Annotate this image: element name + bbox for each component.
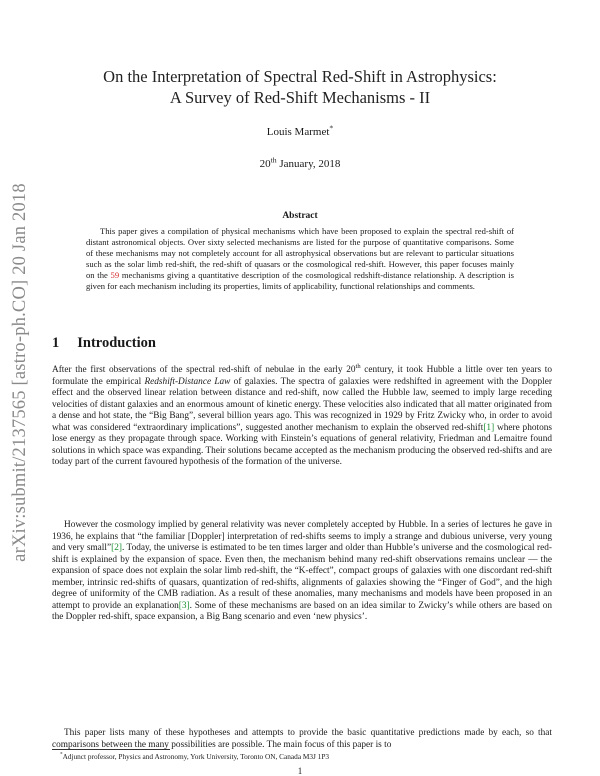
abstract-heading: Abstract: [282, 211, 318, 221]
section-number: 1: [52, 335, 60, 351]
intro-paragraph-2: [52, 520, 552, 624]
p1-text-b: century, it took Hubble a little over ten years to formulate the empirical: [52, 365, 553, 387]
p2-text-a: However the cosmology implied by general relativity was never completely accepted by Hubble. In a series of lectures he gave in 1936, he explains that “the familiar [Doppler] interpretation of red-shifts seems to imply a strange and dubious universe, very young and very small”: [52, 520, 552, 554]
arxiv-stamp: [4, 135, 36, 610]
intro-paragraph-3: This paper lists many of these hypotheses and attempts to provide the basic quantitative predictions made by each, so that comparisons between the many possibilities are possible. The main focus of this paper is to: [52, 728, 552, 750]
date-suffix: th: [270, 155, 277, 165]
title-line-1: On the Interpretation of Spectral Red-Shift in Astrophysics:: [103, 67, 497, 86]
section-title: Introduction: [77, 335, 156, 351]
title-line-2: A Survey of Red-Shift Mechanisms - II: [169, 88, 431, 107]
citation-2-link[interactable]: [2]: [111, 543, 122, 554]
author: [60, 123, 540, 138]
section-heading: [52, 335, 156, 352]
author-name: Louis Marmet: [266, 126, 330, 138]
date-day: 20: [259, 158, 271, 170]
p1-emphasis: Redshift-Distance Law: [144, 376, 231, 387]
p2-text-b: . Today, the universe is estimated to be ten times larger and older than Hubble’s universe and the cosmological red-shift is explained by the expansion of space. Even then, the mechanism behind many red-shift observations remains unclear — the expansion of space does not explain the solar limb red-shift, the “K-effect”, compact groups of galaxies with one discordant red-shift member, intrinsic red-shifts of quasars, quantization of red-shifts, alignments of galaxies showing the “Finger of God”, and the high degree of uniformity of the CMB radiation. As a result of these anomalies, many mechanisms and models have been proposed in an attempt to provide an explanation: [52, 543, 553, 611]
p1-text-a: After the first observations of the spectral red-shift of nebulae in the early 20: [52, 365, 356, 375]
footnote-text: Adjunct professor, Physics and Astronomy, York University, Toronto ON, Canada M3J 1P3: [62, 752, 330, 761]
footnote-rule: [52, 749, 170, 750]
mechanism-count-link[interactable]: 59: [110, 270, 120, 281]
footnote: [60, 752, 329, 761]
page-number: 1: [297, 766, 303, 776]
p1-text-d: where photons lose energy as they propagate through space. Working with Einstein’s equations of general relativity, Friedman and Lemaitre found solutions in which space was expanding. Their solutions became accepted as the mechanism producing the observed red-shifts and are today part of the current favoured hypothesis of the formation of the universe.: [52, 422, 552, 468]
date: [60, 155, 540, 170]
p1-text-c: of galaxies. The spectra of galaxies were redshifted in agreement with the Doppler effect and the observed linear relation between distance and red-shift, now called the Hubble law, seemed to imply large receding velocities of distant galaxies and an enormous amount of kinetic energy. These velocities also indicated that all matter originated from a dense and hot state, the “Big Bang”, several billion years ago. This was recognized in 1929 by Fritz Zwicky who, in order to avoid what was considered “extraordinary implications”, suggested another mechanism to explain the observed red-shift: [52, 376, 552, 433]
citation-1-link[interactable]: [1]: [483, 422, 495, 433]
arxiv-stamp-text: arXiv:submit/2137565 [astro-ph.CO] 20 Jan 2018: [9, 183, 30, 562]
paper-title: [60, 66, 540, 108]
abstract-body: [86, 226, 514, 293]
citation-3-link[interactable]: [3]: [178, 600, 190, 611]
abstract-text-a: This paper gives a compilation of physical mechanisms which have been proposed to explain the spectral red-shift of distant astronomical objects. Over sixty selected mechanisms are listed for the purpose of quantitative comparisons. Some of these mechanisms may not completely account for all astrophysical observations but are relevant to particular situations such as the solar limb red-shift, the red-shift of quasars or the cosmological red-shift. However, this paper focuses mainly on the: [86, 226, 514, 281]
intro-paragraph-1: [52, 362, 553, 469]
footnote-mark: *: [60, 751, 63, 758]
p2-text-c: . Some of these mechanisms are based on an idea similar to Zwicky’s while others are based on the Doppler red-shift, space expansion, a Big Bang scenario and even ‘new physics’.: [52, 600, 552, 623]
abstract-text-b: mechanisms giving a quantitative description of the cosmological redshift-distance relationship. A description is given for each mechanism including its properties, limits of applicability, functional relationships and comments.: [86, 270, 514, 292]
p1-superscript: th: [355, 362, 361, 370]
author-footnote-mark: *: [329, 123, 334, 133]
date-rest: January, 2018: [276, 158, 341, 170]
